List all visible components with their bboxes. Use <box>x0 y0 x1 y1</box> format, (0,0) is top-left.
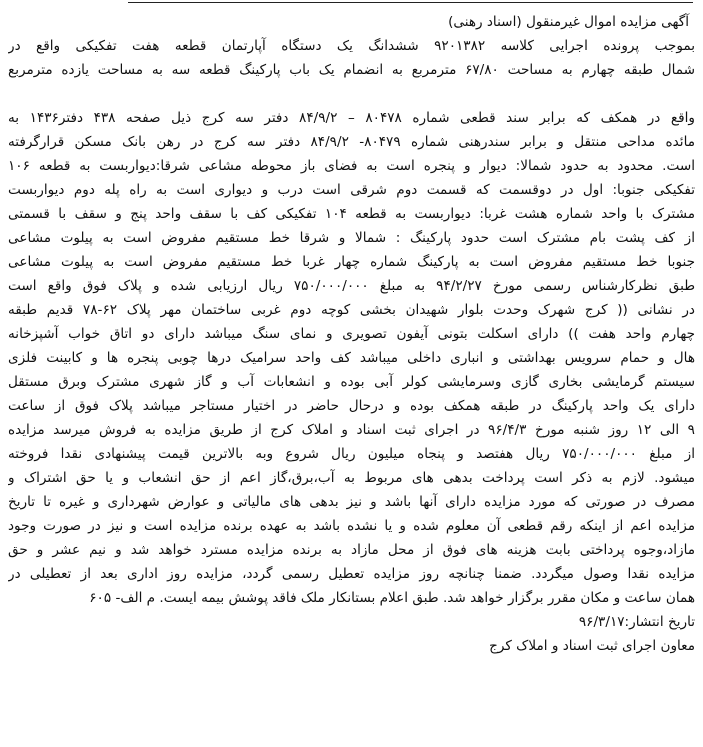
body-line: مزایده نقدا وصول میگردد. ضمنا چنانچه روز مزایده تعطیل رسمی گردد، مزایده روز اداری بعد از تعطیلی در <box>8 566 695 582</box>
top-divider <box>128 2 693 3</box>
body-line: طبق نظرکارشناس رسمی مورخ ۹۴/۲/۲۷ به مبلغ ۷۵۰/۰۰۰/۰۰۰ ریال ارزیابی شده و پلاک فوق واقع است <box>8 278 695 294</box>
body-line: چهارم واحد هفت )) دارای اسکلت بتونی آیفون تصویری و نمای سنگ میباشد دارای دو اتاق خواب آشپزخانه <box>8 326 695 342</box>
signature-row <box>8 634 695 658</box>
body-line: ۹ الی ۱۲ روز شنبه مورخ ۹۶/۴/۳ در اجرای ثبت اسناد و املاک کرج از طریق مزایده به فروش میرسد مزایده <box>8 422 695 438</box>
body-line: مازاد،وجوه پرداختی بابت هزینه های فوق از محل مازاد به برنده مزایده مسترد خواهد شد و نیم عشر و حق <box>8 542 695 558</box>
body-line: مزایده اعم از اینکه رقم قطعی آن معلوم شده و یا نشده باشد به عهده برنده مزایده است و نیز در صورت وجود <box>8 518 695 534</box>
body-line: جنوبا خط مستقیم مفروض است به پارکینگ شماره چهار غربا خط مستقیم مفروض است به پیلوت مشاعی <box>8 254 695 270</box>
notice-title: آگهی مزایده اموال غیرمنقول (اسناد رهنی) <box>448 14 689 30</box>
intro-line: بموجب پرونده اجرایی کلاسه ۹۲۰۱۳۸۲ ششدانگ یک دستگاه آپارتمان قطعه هفت تفکیکی واقع در <box>8 38 695 54</box>
signature: معاون اجرای ثبت اسناد و املاک کرج <box>489 638 695 654</box>
body-line: تفکیکی جنوبا: اول در دوقسمت که قسمت دوم شرقی است درب و دیواری است به راه پله دوم دیواربست <box>8 182 695 198</box>
body-line: دارای یک واحد پارکینگ در طبقه همکف بوده و درحال حاضر در اختیار مستاجر میباشد پلاک فوق از ساعت <box>8 398 695 414</box>
publish-date: تاریخ انتشار:۹۶/۳/۱۷ <box>578 614 695 630</box>
body-line: از مبلغ ۷۵۰/۰۰۰/۰۰۰ ریال هفتصد و پنجاه میلیون ریال شروع وبه بالاترین قیمت پیشنهادی نقدا فروخته <box>8 446 695 462</box>
body-line: در نشانی (( کرج شهرک وحدت بلوار شهیدان بخشی کوچه دوم غربی ساختمان مهر پلاک ۶۲-۷۸ قدیم طبقه <box>8 302 695 318</box>
body-line: همان ساعت و مکان مقرر برگزار خواهد شد. طبق اعلام بستانکار ملک فاقد پوشش بیمه ایست. م الف- ۶۰۵ <box>89 590 695 606</box>
body-line: از کف پشت بام مشترک است حدود پارکینگ : شمالا و شرقا خط مستقیم مفروض است به پیلوت مشاعی <box>8 230 695 246</box>
body-line: مائده مداحی منتقل و برابر سندرهنی شماره ۸۰۴۷۹- ۸۴/۹/۲ دفتر سه کرج در رهن بانک مسکن قرارگرفته <box>8 134 695 150</box>
body-line: میشود. لازم به ذکر است پرداخت بدهی های مربوط به آب،برق،گاز اعم از حق انشعاب و یا حق اشتراک و <box>8 470 695 486</box>
body-line: است. محدود به حدود شمالا: دیوار و پنجره است به فضای باز محوطه مشاعی شرقا:دیواربست به قطعه ۱۰۶ <box>8 158 695 174</box>
body-line: سیستم گرمایشی بخاری گازی وسرمایشی کولر آبی بوده و انشعابات آب و گاز شهری مشترک وبرق مستقل <box>8 374 695 390</box>
body-line: واقع در همکف که برابر سند قطعی شماره ۸۰۴۷۸ – ۸۴/۹/۲ دفتر سه کرج ذیل صفحه ۴۳۸ دفتر۱۴۳۶ به <box>8 110 695 126</box>
body-line: هال و حمام سرویس بهداشتی و انباری داخلی میباشد کف واحد سرامیک درها چوبی پنجره ها و کابینت فلزی <box>8 350 695 366</box>
spacer <box>8 82 695 106</box>
body-line: مصرف در صورتی که مورد مزایده دارای آنها باشد و نیز بدهی های مالیاتی و عوارض شهرداری و غیره تا تاریخ <box>8 494 695 510</box>
auction-notice <box>8 8 695 743</box>
body-line: مشترک با واحد شماره هشت غربا: دیواربست به قطعه ۱۰۴ تفکیکی کف با سقف واحد پنج و سقف با قسمتی <box>8 206 695 222</box>
intro-line: شمال طبقه چهارم به مساحت ۶۷/۸۰ مترمربع به انضمام یک باب پارکینگ قطعه سه به مساحت یازده مترمربع <box>8 62 695 78</box>
